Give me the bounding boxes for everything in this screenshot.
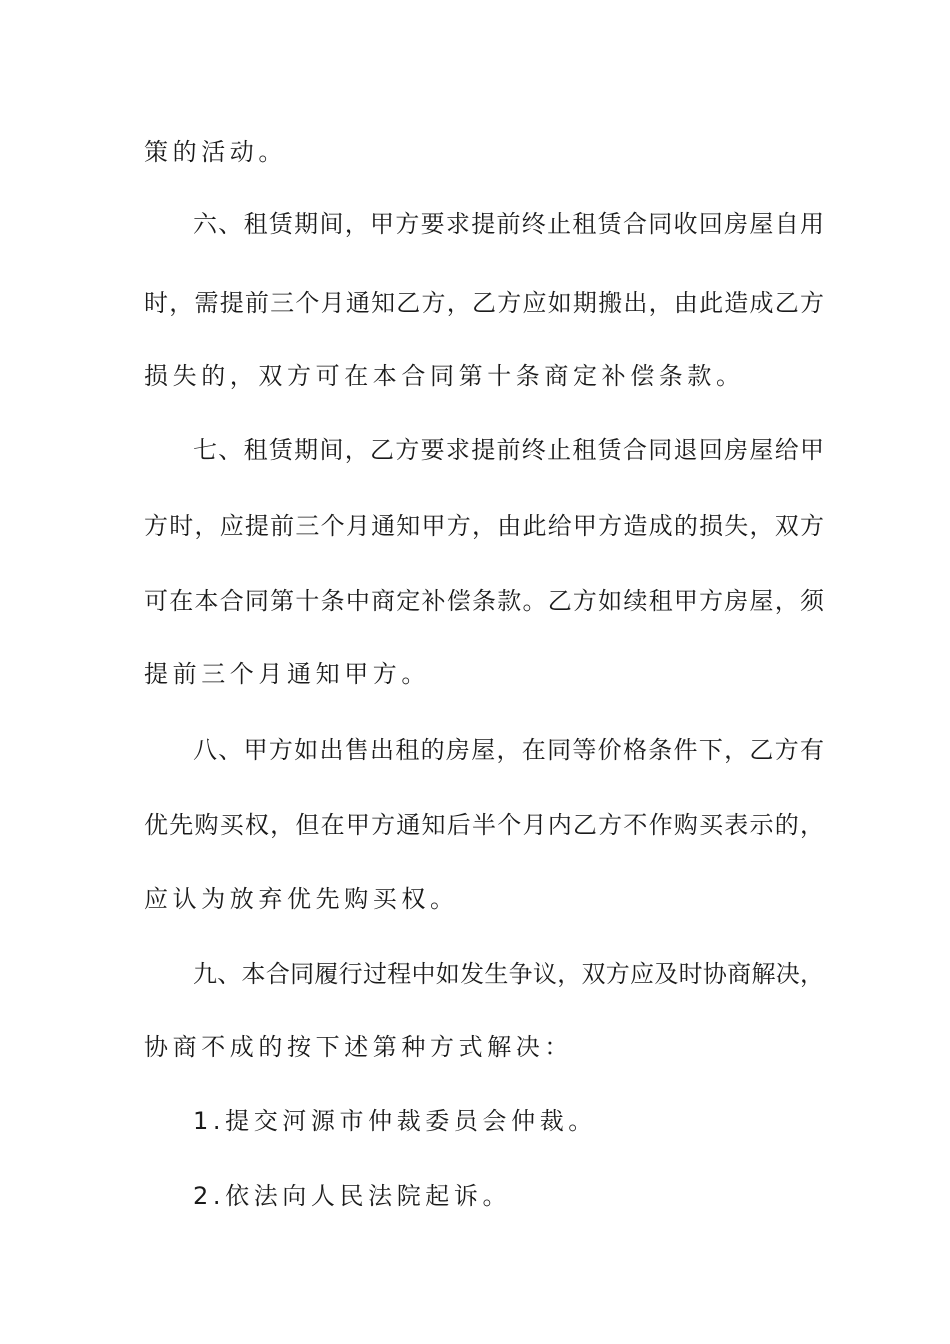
text-line: 策的活动。 <box>144 138 287 166</box>
option-1-line: 1.提交河源市仲裁委员会仲裁。 <box>193 1107 597 1135</box>
clause-eight-line-3: 应认为放弃优先购买权。 <box>144 885 459 913</box>
clause-seven-line-3: 可在本合同第十条中商定补偿条款。乙方如续租甲方房屋，须 <box>144 587 824 615</box>
option-2-line: 2.依法向人民法院起诉。 <box>193 1182 512 1210</box>
clause-six-line-2: 时，需提前三个月通知乙方，乙方应如期搬出，由此造成乙方 <box>144 289 824 317</box>
clause-eight-line-2: 优先购买权，但在甲方通知后半个月内乙方不作购买表示的， <box>144 811 824 839</box>
clause-six-line-3: 损失的，双方可在本合同第十条商定补偿条款。 <box>144 362 745 390</box>
clause-eight-line-1: 八、甲方如出售出租的房屋，在同等价格条件下，乙方有 <box>193 736 824 764</box>
clause-seven-line-4: 提前三个月通知甲方。 <box>144 660 430 688</box>
clause-seven-line-1: 七、租赁期间，乙方要求提前终止租赁合同退回房屋给甲 <box>193 436 824 464</box>
clause-seven-line-2: 方时，应提前三个月通知甲方，由此给甲方造成的损失，双方 <box>144 512 824 540</box>
clause-six-line-1: 六、租赁期间，甲方要求提前终止租赁合同收回房屋自用 <box>193 210 824 238</box>
clause-nine-line-1: 九、本合同履行过程中如发生争议，双方应及时协商解决， <box>193 960 824 988</box>
clause-nine-line-2: 协商不成的按下述第种方式解决： <box>144 1033 573 1061</box>
